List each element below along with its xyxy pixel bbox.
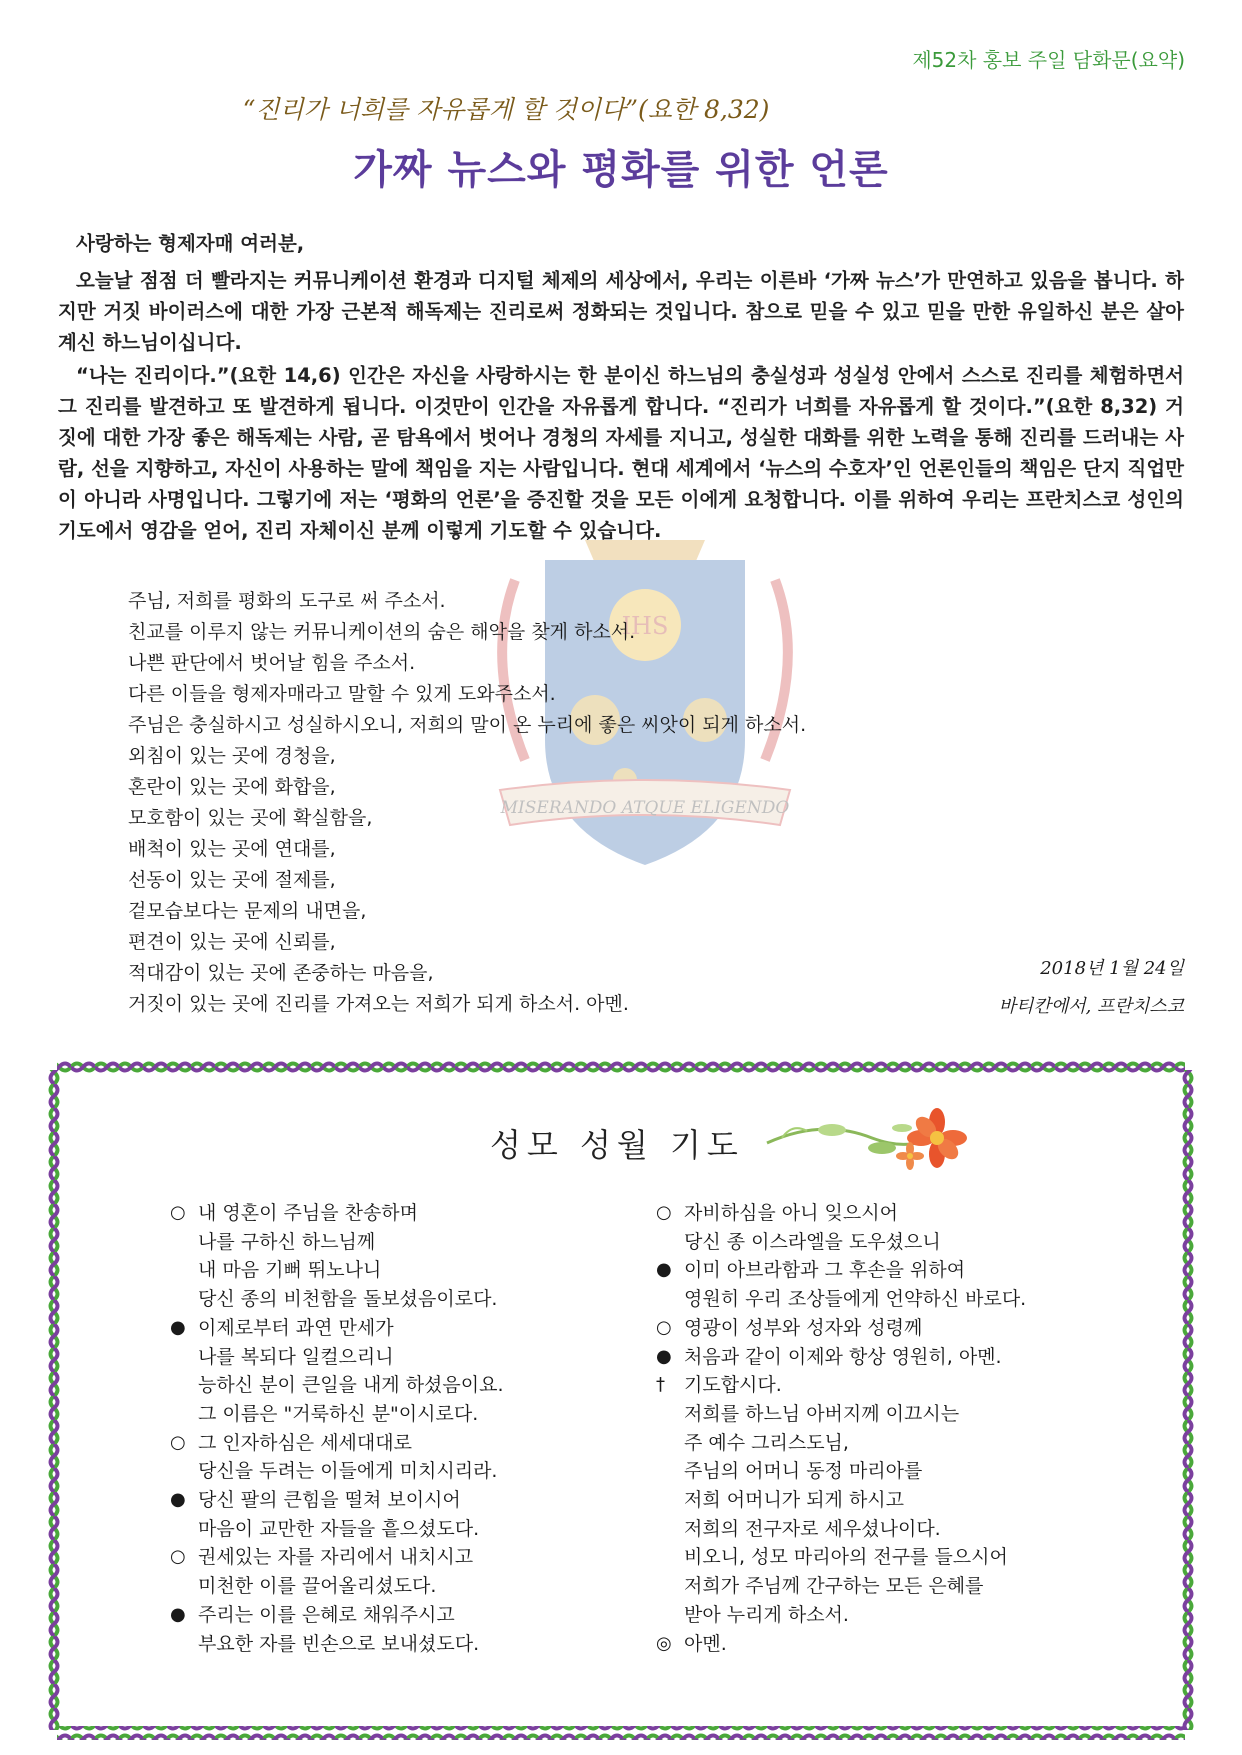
rosary-line-text: 이제로부터 과연 만세가: [198, 1316, 394, 1339]
rosary-line-text: 저희의 전구자로 세우셨나이다.: [684, 1517, 941, 1540]
rosary-line-marker: [170, 1400, 198, 1429]
rosary-line: [170, 1630, 504, 1659]
rosary-line-marker: [170, 1457, 198, 1486]
rosary-line: [170, 1543, 504, 1572]
prayer-line: 혼란이 있는 곳에 화합을,: [128, 776, 336, 798]
rosary-line: [656, 1429, 1026, 1458]
rosary-line-marker: [170, 1228, 198, 1257]
prayer-line: 배척이 있는 곳에 연대를,: [128, 838, 336, 860]
rosary-line-marker: [656, 1572, 684, 1601]
rosary-line-text: 내 영혼이 주님을 찬송하며: [198, 1202, 419, 1224]
prayer-line: 외침이 있는 곳에 경청을,: [128, 745, 336, 767]
rosary-line: [170, 1285, 504, 1314]
rosary-line: [656, 1228, 1026, 1257]
rosary-line: [656, 1630, 1026, 1659]
rosary-line: [170, 1601, 504, 1630]
rosary-line: [656, 1343, 1026, 1372]
rosary-line: [656, 1400, 1026, 1429]
rosary-line: [170, 1572, 504, 1601]
crest-monogram: IHS: [621, 612, 669, 640]
rosary-line-text: 영광이 성부와 성자와 성령께: [684, 1316, 923, 1339]
subtitle-quote: “진리가 너희를 자유롭게 할 것이다”(요한 8,32): [242, 95, 770, 124]
rosary-line-marker: [656, 1429, 684, 1458]
crest-motto: MISERANDO ATQUE ELIGENDO: [500, 798, 790, 818]
rosary-line-marker: [656, 1515, 684, 1544]
message-paragraph: 오늘날 점점 더 빨라지는 커뮤니케이션 환경과 디지털 체제의 세상에서, 우리는 이른바 ‘가짜 뉴스’가 만연하고 있음을 봅니다. 하지만 거짓 바이러스에 대한 가장 근본적 해독제는 진리로써 정화되는 것입니다. 참으로 믿을 수 있고 믿을 만한 유일하신 분은 살아 계신 하느님이십니다.: [58, 269, 1184, 354]
rosary-right-column: [656, 1199, 1026, 1658]
rosary-line-text: 나를 구하신 하느님께: [198, 1230, 376, 1253]
rosary-line-text: 주 예수 그리스도님,: [684, 1431, 849, 1454]
rosary-line-text: 이미 아브라함과 그 후손을 위하여: [684, 1259, 966, 1282]
rosary-line-text: 당신 종의 비천함을 돌보셨음이로다.: [198, 1288, 498, 1311]
rosary-line: [170, 1343, 504, 1372]
rosary-line-marker: [170, 1256, 198, 1285]
prayer-line: 선동이 있는 곳에 절제를,: [128, 869, 336, 891]
rosary-line-marker: [170, 1515, 198, 1544]
rosary-line-text: 그 인자하심은 세세대대로: [198, 1431, 412, 1454]
rosary-line: [656, 1601, 1026, 1630]
prayer-line: 다른 이들을 형제자매라고 말할 수 있게 도와주소서.: [128, 683, 556, 705]
signature: [999, 950, 1184, 1026]
rosary-line-marker: ○: [170, 1546, 186, 1568]
rosary-line-text: 저희를 하느님 아버지께 이끄시는: [684, 1402, 960, 1425]
prayer-line: 거짓이 있는 곳에 진리를 가져오는 저희가 되게 하소서. 아멘.: [128, 993, 629, 1015]
prayer-line: 적대감이 있는 곳에 존중하는 마음을,: [128, 962, 434, 984]
rosary-line: [170, 1256, 504, 1285]
rosary-line-text: 마음이 교만한 자들을 흩으셨도다.: [198, 1517, 480, 1540]
rosary-line-text: 당신을 두려는 이들에게 미치시리라.: [198, 1460, 498, 1483]
rosary-line-text: 받아 누리게 하소서.: [684, 1603, 849, 1626]
rosary-line: [656, 1371, 1026, 1400]
rosary-line-marker: [170, 1371, 198, 1400]
rosary-line: [656, 1572, 1026, 1601]
rosary-line: [656, 1199, 1026, 1228]
rosary-line-marker: ○: [656, 1316, 672, 1338]
rosary-line-text: 나를 복되다 일컬으리니: [198, 1345, 394, 1368]
rosary-line-marker: ◎: [656, 1632, 672, 1654]
signature-place: 바티칸에서, 프란치스코: [998, 996, 1184, 1017]
rosary-line-marker: ○: [656, 1202, 672, 1223]
rosary-line: [656, 1256, 1026, 1285]
rosary-line: [656, 1285, 1026, 1314]
rosary-line: [656, 1314, 1026, 1343]
rosary-line: [170, 1457, 504, 1486]
rosary-line-text: 당신 종 이스라엘을 도우셨으니: [684, 1230, 941, 1253]
rosary-line-text: 내 마음 기뻐 뛰노나니: [198, 1259, 382, 1282]
rosary-line-marker: [170, 1285, 198, 1314]
rosary-left-column: [170, 1199, 504, 1658]
rosary-line-marker: [170, 1630, 198, 1659]
prayer-line: 나쁜 판단에서 벗어날 힘을 주소서.: [128, 652, 416, 674]
rosary-line: [656, 1515, 1026, 1544]
rosary-line-text: 그 이름은 "거룩하신 분"이시로다.: [198, 1402, 479, 1425]
rosary-line: [170, 1371, 504, 1400]
rosary-line-text: 아멘.: [684, 1632, 727, 1655]
rosary-line: [656, 1457, 1026, 1486]
rosary-line: [656, 1486, 1026, 1515]
message-greeting: 사랑하는 형제자매 여러분,: [76, 232, 305, 255]
rosary-line: [170, 1429, 504, 1458]
rosary-line-marker: ●: [170, 1603, 186, 1625]
message-body: [58, 228, 1184, 548]
peace-prayer: [128, 586, 806, 1020]
rosary-line-marker: [170, 1572, 198, 1601]
rosary-line-text: 기도합시다.: [684, 1374, 782, 1397]
rosary-line-text: 미천한 이를 끌어올리셨도다.: [198, 1575, 437, 1598]
rosary-title: 성모 성월 기도: [490, 1126, 744, 1164]
rosary-line-marker: [656, 1285, 684, 1314]
prayer-line: 주님은 충실하시고 성실하시오니, 저희의 말이 온 누리에 좋은 씨앗이 되게 하소서.: [128, 714, 807, 736]
rosary-line-text: 당신 팔의 큰힘을 떨쳐 보이시어: [198, 1489, 461, 1512]
rosary-line-marker: ●: [170, 1489, 186, 1511]
rosary-line-text: 주리는 이를 은혜로 채워주시고: [198, 1603, 455, 1626]
rosary-line-text: 비오니, 성모 마리아의 전구를 들으시어: [684, 1546, 1008, 1569]
rosary-line-marker: [656, 1543, 684, 1572]
rosary-line-text: 능하신 분이 큰일을 내게 하셨음이요.: [198, 1374, 504, 1397]
rosary-line-text: 처음과 같이 이제와 항상 영원히, 아멘.: [684, 1345, 1002, 1368]
rosary-line-text: 자비하심을 아니 잊으시어: [684, 1202, 898, 1224]
flower-icon: [762, 1098, 977, 1178]
rosary-line-marker: ●: [656, 1259, 672, 1281]
message-paragraph: “나는 진리이다.”(요한 14,6) 인간은 자신을 사랑하시는 한 분이신 하느님의 충실성과 성실성 안에서 스스로 진리를 체험하면서 그 진리를 발견하고 또 발견하게 됩니다. 이것만이 인간을 자유롭게 합니다. “진리가 너희를 자유롭게 할 것이다.”(요한 8,32) 거짓에 대한 가장 좋은 해독제는 사람, 곧 탐욕에서 벗어나 경청의 자세를 지니고, 성실한 대화를 위한 노력을 통해 진리를 드러내는 사람, 선을 지향하고, 자신이 사용하는 말에 책임을 지는 사람입니다. 현대 세계에서 ‘뉴스의 수호자’인 언론인들의 책임은 단지 직업만이 아니라 사명입니다. 그렇기에 저는 ‘평화의 언론’을 증진할 것을 모든 이에게 요청합니다. 이를 위하여 우리는 프란치스코 성인의 기도에서 영감을 얻어, 진리 자체이신 분께 이렇게 기도할 수 있습니다.: [58, 364, 1184, 542]
rosary-line-marker: [656, 1601, 684, 1630]
rosary-line-marker: [656, 1457, 684, 1486]
rosary-line: [170, 1199, 504, 1228]
rosary-line-text: 부요한 자를 빈손으로 보내셨도다.: [198, 1632, 480, 1655]
header-tag: 제52차 홍보 주일 담화문(요약): [912, 48, 1185, 72]
prayer-line: 주님, 저희를 평화의 도구로 써 주소서.: [128, 590, 446, 612]
rosary-line: [170, 1486, 504, 1515]
rosary-line-marker: ○: [170, 1202, 186, 1223]
rosary-line-text: 영원히 우리 조상들에게 언약하신 바로다.: [684, 1288, 1027, 1311]
rosary-line-marker: ●: [656, 1345, 672, 1367]
signature-date: 2018년 1월 24일: [1040, 958, 1184, 979]
rosary-line-marker: †: [656, 1374, 665, 1396]
prayer-line: 모호함이 있는 곳에 확실함을,: [128, 807, 373, 829]
rosary-line: [656, 1543, 1026, 1572]
rosary-line: [170, 1228, 504, 1257]
rosary-line-text: 권세있는 자를 자리에서 내치시고: [198, 1546, 474, 1569]
rosary-line-marker: [170, 1343, 198, 1372]
rosary-line-text: 저희가 주님께 간구하는 모든 은혜를: [684, 1575, 984, 1598]
rosary-line-marker: ○: [170, 1431, 186, 1453]
prayer-line: 친교를 이루지 않는 커뮤니케이션의 숨은 해악을 찾게 하소서.: [128, 621, 636, 643]
prayer-line: 편견이 있는 곳에 신뢰를,: [128, 931, 336, 953]
rosary-line: [170, 1314, 504, 1343]
rosary-line-marker: [656, 1486, 684, 1515]
prayer-line: 겉모습보다는 문제의 내면을,: [128, 900, 367, 922]
rosary-line-marker: ●: [170, 1316, 186, 1338]
rosary-line: [170, 1400, 504, 1429]
rosary-line-marker: [656, 1228, 684, 1257]
rosary-line: [170, 1515, 504, 1544]
rosary-line-marker: [656, 1400, 684, 1429]
page-title: 가짜 뉴스와 평화를 위한 언론: [353, 147, 889, 193]
rosary-line-text: 주님의 어머니 동정 마리아를: [684, 1460, 923, 1483]
rosary-line-text: 저희 어머니가 되게 하시고: [684, 1489, 905, 1512]
